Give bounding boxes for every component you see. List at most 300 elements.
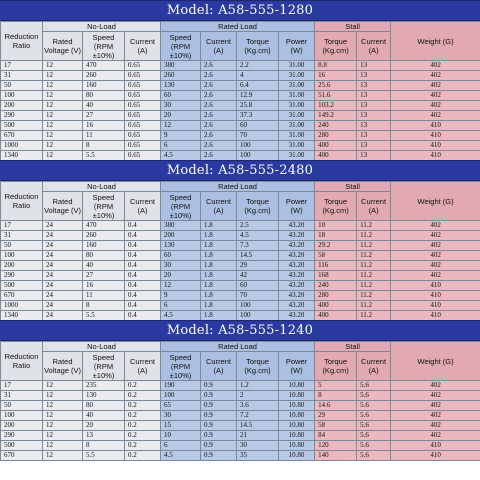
cell-rated-current: 1.8 [201, 271, 237, 281]
cell-voltage: 24 [43, 251, 83, 261]
header-rated-speed: Speed (RPM ±10%) [161, 192, 201, 221]
cell-rated-torque: 35 [237, 451, 279, 461]
cell-stall-torque: 58 [315, 421, 357, 431]
cell-voltage: 12 [43, 421, 83, 431]
cell-noload-current: 0.4 [125, 301, 161, 311]
cell-voltage: 12 [43, 381, 83, 391]
cell-stall-current: 13 [357, 121, 391, 131]
cell-rated-power: 43.20 [279, 251, 315, 261]
cell-voltage: 12 [43, 141, 83, 151]
cell-rated-current: 0.9 [201, 421, 237, 431]
cell-weight: 402 [391, 111, 480, 121]
cell-voltage: 24 [43, 281, 83, 291]
cell-voltage: 12 [43, 391, 83, 401]
cell-rated-current: 1.8 [201, 281, 237, 291]
cell-noload-speed: 8 [83, 301, 125, 311]
cell-noload-speed: 16 [83, 121, 125, 131]
header-noload-speed: Speed (RPM ±10%) [83, 192, 125, 221]
table-row [1, 311, 480, 321]
cell-noload-speed: 470 [83, 221, 125, 231]
cell-voltage: 24 [43, 261, 83, 271]
cell-rated-speed: 190 [161, 381, 201, 391]
cell-weight: 402 [391, 221, 480, 231]
cell-stall-torque: 16 [315, 71, 357, 81]
table-row [1, 421, 480, 431]
cell-rated-power: 31.00 [279, 91, 315, 101]
cell-voltage: 24 [43, 291, 83, 301]
cell-stall-current: 11.2 [357, 251, 391, 261]
cell-stall-current: 11.2 [357, 311, 391, 321]
cell-ratio: 50 [1, 81, 43, 91]
cell-noload-current: 0.65 [125, 61, 161, 71]
cell-noload-speed: 8 [83, 441, 125, 451]
cell-rated-torque: 14.5 [237, 251, 279, 261]
cell-ratio: 100 [1, 91, 43, 101]
cell-rated-power: 31.00 [279, 81, 315, 91]
cell-stall-current: 13 [357, 111, 391, 121]
cell-weight: 402 [391, 241, 480, 251]
cell-rated-power: 43.20 [279, 291, 315, 301]
cell-rated-power: 31.00 [279, 101, 315, 111]
cell-stall-current: 11.2 [357, 271, 391, 281]
header-reduction-ratio: Reduction Ratio [1, 182, 43, 221]
cell-voltage: 24 [43, 311, 83, 321]
table-row [1, 91, 480, 101]
header-noload-current: Current (A) [125, 352, 161, 381]
table-row [1, 101, 480, 111]
cell-noload-speed: 27 [83, 111, 125, 121]
cell-rated-speed: 9 [161, 291, 201, 301]
cell-stall-current: 13 [357, 101, 391, 111]
table-row [1, 241, 480, 251]
cell-noload-speed: 160 [83, 81, 125, 91]
cell-noload-current: 0.4 [125, 241, 161, 251]
cell-voltage: 12 [43, 121, 83, 131]
cell-rated-current: 2.6 [201, 121, 237, 131]
cell-rated-current: 2.6 [201, 71, 237, 81]
header-rated-load: Rated Load [161, 182, 315, 192]
cell-rated-speed: 15 [161, 421, 201, 431]
cell-stall-current: 5.6 [357, 421, 391, 431]
cell-voltage: 12 [43, 441, 83, 451]
cell-rated-speed: 260 [161, 71, 201, 81]
cell-rated-torque: 7.3 [237, 241, 279, 251]
cell-rated-power: 31.00 [279, 111, 315, 121]
table-row [1, 141, 480, 151]
cell-voltage: 12 [43, 81, 83, 91]
model-title: Model: A58-555-2480 [0, 160, 480, 181]
header-rated-load: Rated Load [161, 22, 315, 32]
table-row [1, 441, 480, 451]
cell-rated-current: 1.8 [201, 221, 237, 231]
cell-stall-torque: 400 [315, 141, 357, 151]
cell-rated-current: 2.6 [201, 61, 237, 71]
header-stall: Stall [315, 182, 391, 192]
cell-stall-torque: 29.2 [315, 241, 357, 251]
spec-table-body [1, 221, 480, 321]
cell-noload-speed: 130 [83, 391, 125, 401]
cell-rated-speed: 20 [161, 111, 201, 121]
cell-stall-current: 11.2 [357, 281, 391, 291]
cell-noload-current: 0.4 [125, 261, 161, 271]
cell-noload-current: 0.65 [125, 71, 161, 81]
cell-noload-speed: 470 [83, 61, 125, 71]
cell-voltage: 24 [43, 271, 83, 281]
table-row [1, 111, 480, 121]
cell-noload-current: 0.4 [125, 281, 161, 291]
cell-stall-current: 11.2 [357, 241, 391, 251]
cell-rated-power: 43.20 [279, 261, 315, 271]
cell-noload-current: 0.2 [125, 401, 161, 411]
cell-rated-speed: 6 [161, 441, 201, 451]
cell-rated-power: 43.20 [279, 271, 315, 281]
cell-rated-power: 31.00 [279, 71, 315, 81]
cell-rated-torque: 2.2 [237, 61, 279, 71]
cell-ratio: 50 [1, 401, 43, 411]
cell-stall-current: 11.2 [357, 221, 391, 231]
cell-rated-power: 31.00 [279, 151, 315, 161]
table-row [1, 71, 480, 81]
cell-rated-torque: 4.5 [237, 231, 279, 241]
cell-rated-speed: 6 [161, 141, 201, 151]
cell-rated-speed: 200 [161, 231, 201, 241]
header-reduction-ratio: Reduction Ratio [1, 342, 43, 381]
table-row [1, 301, 480, 311]
cell-stall-torque: 25.6 [315, 81, 357, 91]
spec-table-body [1, 61, 480, 161]
header-rated-torque: Torque (Kg.cm) [237, 352, 279, 381]
cell-voltage: 24 [43, 231, 83, 241]
header-noload-current: Current (A) [125, 192, 161, 221]
cell-rated-speed: 130 [161, 241, 201, 251]
cell-noload-current: 0.65 [125, 101, 161, 111]
header-stall: Stall [315, 342, 391, 352]
cell-rated-speed: 30 [161, 261, 201, 271]
cell-weight: 402 [391, 381, 480, 391]
cell-noload-current: 0.65 [125, 121, 161, 131]
cell-ratio: 100 [1, 251, 43, 261]
cell-ratio: 290 [1, 271, 43, 281]
cell-voltage: 12 [43, 111, 83, 121]
header-weight: Weight (G) [391, 342, 480, 381]
cell-stall-current: 5.6 [357, 431, 391, 441]
cell-stall-torque: 400 [315, 301, 357, 311]
header-stall-current: Current (A) [357, 352, 391, 381]
cell-rated-speed: 30 [161, 411, 201, 421]
cell-stall-torque: 140 [315, 451, 357, 461]
cell-rated-power: 10.80 [279, 431, 315, 441]
cell-stall-current: 11.2 [357, 261, 391, 271]
cell-stall-torque: 103.2 [315, 101, 357, 111]
header-noload-current: Current (A) [125, 32, 161, 61]
cell-voltage: 24 [43, 221, 83, 231]
table-row [1, 221, 480, 231]
cell-rated-power: 43.20 [279, 311, 315, 321]
cell-weight: 410 [391, 281, 480, 291]
cell-noload-speed: 13 [83, 431, 125, 441]
header-rated-current: Current (A) [201, 32, 237, 61]
header-noload-speed: Speed (RPM ±10%) [83, 352, 125, 381]
cell-stall-torque: 10 [315, 221, 357, 231]
table-row [1, 391, 480, 401]
cell-voltage: 12 [43, 451, 83, 461]
cell-rated-torque: 37.3 [237, 111, 279, 121]
cell-weight: 402 [391, 271, 480, 281]
cell-ratio: 200 [1, 261, 43, 271]
cell-noload-speed: 160 [83, 241, 125, 251]
cell-rated-torque: 2 [237, 391, 279, 401]
cell-rated-current: 2.6 [201, 151, 237, 161]
cell-ratio: 17 [1, 221, 43, 231]
header-rated-speed: Speed (RPM ±10%) [161, 352, 201, 381]
cell-stall-current: 5.6 [357, 441, 391, 451]
header-rated-voltage: Rated Voltage (V) [43, 192, 83, 221]
cell-ratio: 1000 [1, 301, 43, 311]
header-weight: Weight (G) [391, 182, 480, 221]
header-reduction-ratio: Reduction Ratio [1, 22, 43, 61]
cell-weight: 402 [391, 391, 480, 401]
cell-rated-power: 10.80 [279, 381, 315, 391]
cell-rated-speed: 6 [161, 301, 201, 311]
group-header-row [1, 182, 480, 192]
header-no-load: No-Load [43, 182, 161, 192]
cell-ratio: 290 [1, 431, 43, 441]
cell-rated-speed: 65 [161, 401, 201, 411]
cell-rated-torque: 30 [237, 441, 279, 451]
cell-stall-current: 5.6 [357, 401, 391, 411]
cell-rated-power: 43.20 [279, 231, 315, 241]
cell-noload-speed: 40 [83, 101, 125, 111]
table-row [1, 411, 480, 421]
cell-weight: 402 [391, 251, 480, 261]
cell-ratio: 200 [1, 421, 43, 431]
cell-noload-speed: 80 [83, 401, 125, 411]
cell-rated-power: 31.00 [279, 141, 315, 151]
cell-rated-torque: 25.8 [237, 101, 279, 111]
table-row [1, 231, 480, 241]
cell-stall-current: 5.6 [357, 451, 391, 461]
header-stall-current: Current (A) [357, 32, 391, 61]
cell-rated-torque: 100 [237, 301, 279, 311]
cell-rated-torque: 1.2 [237, 381, 279, 391]
cell-stall-torque: 18 [315, 231, 357, 241]
cell-weight: 410 [391, 121, 480, 131]
cell-ratio: 100 [1, 411, 43, 421]
cell-rated-speed: 12 [161, 281, 201, 291]
cell-stall-current: 13 [357, 71, 391, 81]
cell-ratio: 500 [1, 121, 43, 131]
cell-weight: 410 [391, 141, 480, 151]
cell-stall-current: 13 [357, 141, 391, 151]
cell-rated-speed: 380 [161, 61, 201, 71]
cell-noload-current: 0.4 [125, 221, 161, 231]
cell-weight: 402 [391, 61, 480, 71]
cell-weight: 402 [391, 71, 480, 81]
cell-voltage: 24 [43, 241, 83, 251]
cell-ratio: 200 [1, 101, 43, 111]
cell-rated-power: 10.80 [279, 411, 315, 421]
cell-weight: 402 [391, 411, 480, 421]
cell-rated-power: 10.80 [279, 421, 315, 431]
cell-rated-current: 1.8 [201, 261, 237, 271]
cell-rated-speed: 12 [161, 121, 201, 131]
cell-ratio: 17 [1, 381, 43, 391]
cell-weight: 410 [391, 151, 480, 161]
cell-rated-current: 1.8 [201, 231, 237, 241]
cell-rated-current: 1.8 [201, 241, 237, 251]
cell-noload-current: 0.4 [125, 291, 161, 301]
cell-noload-speed: 11 [83, 131, 125, 141]
cell-ratio: 31 [1, 391, 43, 401]
header-rated-torque: Torque (Kg.cm) [237, 32, 279, 61]
cell-noload-current: 0.4 [125, 231, 161, 241]
header-no-load: No-Load [43, 22, 161, 32]
cell-stall-torque: 280 [315, 291, 357, 301]
cell-rated-current: 0.9 [201, 381, 237, 391]
table-row [1, 381, 480, 391]
cell-stall-torque: 120 [315, 441, 357, 451]
cell-rated-current: 2.6 [201, 91, 237, 101]
cell-noload-speed: 260 [83, 71, 125, 81]
cell-voltage: 12 [43, 101, 83, 111]
cell-rated-speed: 4.5 [161, 451, 201, 461]
cell-noload-speed: 8 [83, 141, 125, 151]
cell-rated-speed: 60 [161, 91, 201, 101]
cell-noload-current: 0.2 [125, 381, 161, 391]
cell-weight: 402 [391, 421, 480, 431]
header-rated-power: Power (W) [279, 352, 315, 381]
cell-rated-speed: 10 [161, 431, 201, 441]
cell-rated-torque: 60 [237, 281, 279, 291]
table-row [1, 61, 480, 71]
header-noload-speed: Speed (RPM ±10%) [83, 32, 125, 61]
cell-ratio: 670 [1, 451, 43, 461]
cell-rated-torque: 4 [237, 71, 279, 81]
cell-voltage: 12 [43, 61, 83, 71]
header-rated-power: Power (W) [279, 32, 315, 61]
cell-stall-torque: 29 [315, 411, 357, 421]
cell-stall-current: 13 [357, 151, 391, 161]
cell-noload-speed: 80 [83, 91, 125, 101]
cell-rated-current: 2.6 [201, 131, 237, 141]
cell-weight: 402 [391, 81, 480, 91]
cell-rated-power: 43.20 [279, 281, 315, 291]
cell-noload-speed: 80 [83, 251, 125, 261]
cell-rated-power: 43.20 [279, 221, 315, 231]
cell-stall-torque: 168 [315, 271, 357, 281]
cell-stall-current: 5.6 [357, 381, 391, 391]
header-rated-power: Power (W) [279, 192, 315, 221]
table-row [1, 401, 480, 411]
cell-weight: 410 [391, 311, 480, 321]
cell-ratio: 1000 [1, 141, 43, 151]
cell-weight: 410 [391, 301, 480, 311]
cell-noload-speed: 235 [83, 381, 125, 391]
cell-rated-current: 0.9 [201, 411, 237, 421]
cell-noload-speed: 40 [83, 261, 125, 271]
cell-ratio: 500 [1, 441, 43, 451]
table-row [1, 261, 480, 271]
table-row [1, 271, 480, 281]
table-row [1, 251, 480, 261]
cell-stall-torque: 8 [315, 391, 357, 401]
cell-ratio: 500 [1, 281, 43, 291]
cell-rated-torque: 60 [237, 121, 279, 131]
header-rated-current: Current (A) [201, 352, 237, 381]
cell-stall-torque: 280 [315, 131, 357, 141]
cell-stall-torque: 400 [315, 311, 357, 321]
cell-rated-speed: 30 [161, 101, 201, 111]
cell-stall-current: 11.2 [357, 301, 391, 311]
cell-ratio: 670 [1, 291, 43, 301]
cell-ratio: 1340 [1, 311, 43, 321]
cell-voltage: 12 [43, 431, 83, 441]
model-spec-block [0, 320, 480, 461]
cell-noload-speed: 260 [83, 231, 125, 241]
cell-rated-current: 0.9 [201, 441, 237, 451]
table-row [1, 431, 480, 441]
cell-rated-power: 10.80 [279, 391, 315, 401]
cell-ratio: 670 [1, 131, 43, 141]
cell-rated-speed: 4.5 [161, 151, 201, 161]
cell-stall-current: 5.6 [357, 411, 391, 421]
cell-stall-torque: 8.8 [315, 61, 357, 71]
header-rated-torque: Torque (Kg.cm) [237, 192, 279, 221]
cell-voltage: 24 [43, 301, 83, 311]
cell-stall-torque: 84 [315, 431, 357, 441]
cell-rated-torque: 42 [237, 271, 279, 281]
cell-weight: 402 [391, 101, 480, 111]
header-weight: Weight (G) [391, 22, 480, 61]
cell-noload-current: 0.65 [125, 81, 161, 91]
model-title: Model: A58-555-1240 [0, 320, 480, 341]
table-row [1, 291, 480, 301]
cell-voltage: 12 [43, 411, 83, 421]
cell-rated-power: 31.00 [279, 61, 315, 71]
cell-voltage: 12 [43, 151, 83, 161]
spec-table-body [1, 381, 480, 461]
cell-stall-torque: 149.2 [315, 111, 357, 121]
cell-rated-torque: 2.5 [237, 221, 279, 231]
spec-table [0, 341, 480, 461]
cell-rated-current: 2.6 [201, 81, 237, 91]
cell-rated-power: 43.20 [279, 301, 315, 311]
cell-noload-speed: 16 [83, 281, 125, 291]
cell-weight: 410 [391, 131, 480, 141]
cell-rated-torque: 100 [237, 151, 279, 161]
cell-noload-current: 0.4 [125, 311, 161, 321]
cell-rated-speed: 9 [161, 131, 201, 141]
cell-stall-torque: 51.6 [315, 91, 357, 101]
cell-noload-speed: 40 [83, 411, 125, 421]
cell-noload-current: 0.65 [125, 141, 161, 151]
cell-rated-power: 10.80 [279, 451, 315, 461]
cell-weight: 402 [391, 401, 480, 411]
spec-table [0, 21, 480, 161]
header-rated-current: Current (A) [201, 192, 237, 221]
cell-rated-torque: 12.9 [237, 91, 279, 101]
header-rated-load: Rated Load [161, 342, 315, 352]
header-rated-speed: Speed (RPM ±10%) [161, 32, 201, 61]
group-header-row [1, 342, 480, 352]
cell-noload-speed: 20 [83, 421, 125, 431]
cell-rated-speed: 4.5 [161, 311, 201, 321]
header-stall-torque: Torque (Kg.cm) [315, 192, 357, 221]
cell-rated-torque: 7.2 [237, 411, 279, 421]
cell-noload-current: 0.2 [125, 391, 161, 401]
cell-rated-speed: 100 [161, 391, 201, 401]
cell-stall-current: 11.2 [357, 231, 391, 241]
